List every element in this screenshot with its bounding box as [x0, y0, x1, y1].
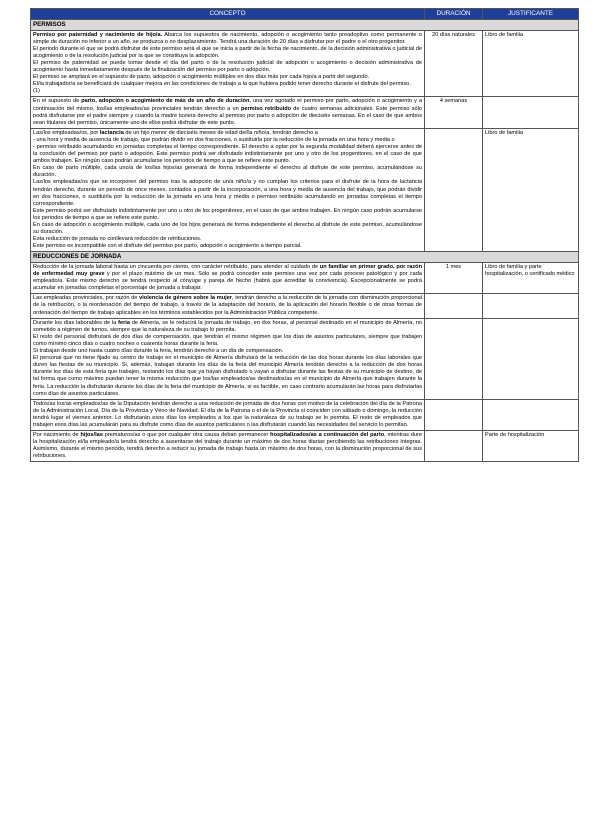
text-run: Reducción de la jornada laboral hasta un cincuenta por ciento, con carácter retribuido, para atender al cuidado de	[33, 264, 320, 270]
permits-table	[30, 8, 579, 462]
duracion-cell	[425, 431, 483, 462]
text-run: de Almería, se le reducirá la jornada de trabajo, en dos horas, al personal destinado en el municipio de Almería, no sometido a régimen de turnos, siempre que la naturaleza de su trabajo lo permita.	[33, 319, 423, 333]
text-run: En el supuesto de	[33, 98, 82, 105]
justificante-cell: Libro de familia	[483, 128, 579, 252]
text-run: El/la trabajador/a se beneficiará de cualquier mejora en las condiciones de trabajo a la que hubiera podido tener derecho durante el disfrute del permiso.	[33, 81, 411, 88]
text-run: El permiso se ampliará en el supuesto de parto, adopción o acogimiento múltiples en dos días más por cada hijo/a a partir del segundo.	[33, 74, 370, 81]
duracion-cell: 1 mes	[425, 263, 483, 294]
concepto-cell	[31, 263, 425, 294]
concepto-paragraph	[33, 243, 422, 250]
concepto-paragraph	[33, 355, 422, 398]
table-row	[31, 128, 579, 252]
header-concepto: CONCEPTO	[31, 9, 425, 20]
bold-text: lactancia	[99, 129, 124, 136]
header-row	[31, 9, 579, 20]
concepto-cell	[31, 128, 425, 252]
text-run: , una vez agotado el permiso por parto, adopción o acogimiento y a continuación del mismo, los/las empleados/as provinciales tendrán derecho a un	[33, 98, 422, 112]
concepto-paragraph	[33, 432, 422, 460]
bold-text: hijos/las	[80, 432, 103, 439]
duracion-cell	[425, 399, 483, 430]
text-run: Las/los empleadas/os, por	[33, 129, 100, 136]
bold-text: feria	[118, 319, 130, 326]
concepto-cell	[31, 399, 425, 430]
justificante-cell	[483, 294, 579, 318]
concepto-paragraph	[33, 208, 422, 222]
concepto-paragraph	[33, 98, 422, 126]
concepto-paragraph	[33, 348, 422, 355]
concepto-paragraph	[33, 144, 422, 165]
concepto-paragraph	[33, 334, 422, 348]
concepto-paragraph	[33, 264, 422, 292]
concepto-paragraph	[33, 179, 422, 207]
text-run: En caso de parto múltiple, cada uno/a de los/las hijos/as generará de forma independiente el derecho al disfrute de este permiso, acumulándose su duración.	[33, 165, 422, 179]
bold-text: un familiar en primer grado, por razón de enfermedad muy grave	[33, 264, 422, 278]
document-page	[30, 8, 578, 462]
justificante-cell	[483, 97, 579, 128]
concepto-paragraph	[33, 32, 422, 46]
concepto-cell	[31, 294, 425, 318]
concepto-paragraph	[33, 81, 422, 88]
bold-text: hospitalizados/as a continuación del parto	[270, 432, 385, 439]
concepto-cell	[31, 431, 425, 462]
concepto-paragraph	[33, 236, 422, 243]
text-run: Este permiso es incompatible con el disfrute del permiso por parto, adopción o acogimiento a tiempo parcial.	[33, 243, 302, 250]
text-run: prematuros/as o que por cualquier otra causa deban permanecer	[102, 432, 271, 439]
concepto-paragraph	[33, 60, 422, 74]
table-row	[31, 318, 579, 399]
text-run: El permiso de paternidad se puede tomar desde el día del parto o de la resolución judicial de adopción o acogimiento o decisión administrativa de acogimiento hasta inmediatamente después de la finalización del permiso por parto o adopción.	[33, 59, 422, 74]
table-row	[31, 263, 579, 294]
concepto-paragraph	[33, 74, 422, 81]
justificante-cell	[483, 399, 579, 430]
section-title: REDUCCIONES DE JORNADA	[31, 252, 579, 263]
text-run: Esta reducción de jornada no conllevará reducción de retribuciones.	[33, 236, 202, 243]
table-row	[31, 431, 579, 462]
text-run: y por el plazo máximo de un mes. Sólo se podrá conceder este permiso una vez por cada proceso patológico y por cada empleado/a. Este mismo derecho se tendrá respecto al cónyuge y pareja de hecho (habrá que acreditar la convivencia). Excepcionalmente se podrá acumular en jornadas completas el porcentaje de jornada a trabajar.	[33, 271, 422, 292]
text-run: , tendrán derecho a la reducción de la jornada con disminución proporcional de la retribución, o la reordenación del tiempo de trabajo, a través de la adaptación del horario, de la aplicación del horario flexible o de otras formas de ordenación del tiempo de trabajo aplicables en los términos establecidos por la Administración Pública competente.	[33, 295, 422, 316]
bold-text: parto, adopción o acogimiento de más de un año de duración	[81, 98, 250, 105]
concepto-cell	[31, 318, 425, 399]
bold-text: violencia de género sobre la mujer	[139, 295, 232, 302]
header-duracion: DURACIÓN	[425, 9, 483, 20]
concepto-paragraph	[33, 88, 422, 95]
text-run: Por nacimiento de	[33, 432, 81, 439]
text-run: Durante los días laborables de la	[33, 319, 119, 326]
section-row-reducciones	[31, 252, 579, 263]
concepto-paragraph	[33, 46, 422, 60]
section-title: PERMISOS	[31, 20, 579, 31]
table-row	[31, 399, 579, 430]
concepto-paragraph	[33, 165, 422, 179]
duracion-cell: 20 días naturales	[425, 30, 483, 97]
concepto-paragraph	[33, 137, 422, 144]
table-row	[31, 30, 579, 97]
text-run: Este permiso podrá ser disfrutado indistintamente por uno u otro de los progenitores, en el caso de que ambos trabajen. En ningún caso podrán acumularse los periodos de tiempo a que se refiere este punto.	[33, 207, 422, 221]
table-row	[31, 294, 579, 318]
text-run: - permiso retribuido acumulando en jornadas completas el tiempo correspondiente. El derecho a optar por la segunda modalidad deberá ejercerse antes de la conclusión del permiso por parto o adopción. Este permiso podrá ser disfrutado indistintamente por uno y otro de los progenitores, en el caso de que ambos trabajen. En ningún caso podrán acumularse los periodos de tiempo a que se refiere este punto.	[33, 144, 422, 165]
concepto-paragraph	[33, 130, 422, 137]
concepto-paragraph	[33, 320, 422, 334]
duracion-cell: 4 semanas	[425, 97, 483, 128]
concepto-cell	[31, 30, 425, 97]
concepto-paragraph	[33, 401, 422, 429]
text-run: Si trabajan desde uno hasta cuatro días durante la feria, tendrán derecho a un día de compensación.	[33, 348, 284, 355]
text-run: - una hora y media de ausencia de trabajo, que podrán dividir en dos fracciones, o sustituirla por la reducción de la jornada en una hora y media o	[33, 136, 395, 143]
justificante-cell	[483, 318, 579, 399]
duracion-cell	[425, 318, 483, 399]
bold-text: Permiso por paternidad y nacimiento de hijo/a.	[33, 31, 163, 38]
duracion-cell	[425, 294, 483, 318]
text-run: , mientras dure la hospitalización el/la empleado/a tendrá derecho a ausentarse del trabajo durante un máximo de dos horas diarias percibiendo las retribuciones íntegras. Asimismo, durante el mismo periodo, tendrá derecho a reducir su jornada de trabajo hasta un máximo de dos horas, con la disminución proporcional de sus retribuciones.	[33, 432, 422, 460]
section-row-permisos	[31, 20, 579, 31]
table-row	[31, 97, 579, 128]
text-run: (1)	[33, 88, 40, 95]
text-run: Abarca los supuestos de nacimiento, adopción o acogimiento tanto preadoptivo como permanente o simple de duración no inferior a un año, se produzca o no desplazamiento. Tendrá una duración de 20 días a disfrutar por el padre o el otro progenitor.	[33, 31, 422, 45]
text-run: El resto del personal disfrutará de dos días de compensación, que tendrán el mismo régimen que los días de asuntos particulares, siempre que trabajen como mínimo cinco días o cuatro noches o cuarenta horas durante la feria.	[33, 333, 422, 347]
justificante-cell: Parte de hospitalización	[483, 431, 579, 462]
text-run: El periodo durante el que se podrá disfrutar de este permiso será el que se inicia a partir de la fecha de nacimiento, de la decisión administrativa o judicial de acogimiento o de la resolución judicial por la que se constituya la adopción.	[33, 45, 422, 59]
text-run: Las empleadas provinciales, por razón de	[33, 295, 140, 302]
justificante-cell: Libro de familia	[483, 30, 579, 97]
header-justificante: JUSTIFICANTE	[483, 9, 579, 20]
text-run: En caso de adopción o acogimiento múltiple, cada uno de los hijos generará de forma independiente el derecho al disfrute de este permiso, acumulándose su duración.	[33, 222, 422, 236]
text-run: de un hijo menor de dieciséis meses de edad del/la niño/a, tendrán derecho a	[123, 129, 318, 136]
text-run: Las/los empleadas/os que se incorporen del permiso tras la adopción de un/a niño/a y no cumplan los criterios para el disfrute de la hora de lactancia tendrán derecho, durante un periodo de once meses, contados a partir de la incorporación, a una hora y media de ausencia del trabajo, que podrán dividir en dos fracciones, o sustituirla por la reducción de la jornada en una hora y media o permiso retribuido acumulando en jornadas completas el tiempo correspondiente.	[33, 179, 422, 207]
text-run: El personal que no tiene fijado su centro de trabajo en el municipio de Almería disfrutará de la reducción de las dos horas durante los días laborales que duren las fiestas de su municipio. Si, además, trabajan durante los días de la feria del municipio Almería tendrán derecho a la reducción de dos horas durante los días de esta feria que trabajen, restando los días que ya hayan disfrutado o vayan a disfrutar durante las fiestas de su municipio de destino, de tal forma que como máximo puedan tener la misma reducción que los/las empleados/as destinados/as en el municipio de Almería que trabajen durante la feria. La reducción la disfrutarán durante los días de la feria del municipio de Almería, si es factible, en caso contrario acumularán las horas para disfrutarlas como días de asuntos particulares.	[33, 355, 422, 397]
concepto-paragraph	[33, 295, 422, 316]
text-run: de cuatro semanas adicionales. Este permiso sólo podrá disfrutarse por el padre siempre y cuando la madre tuviera derecho al permiso por parto o adopción de dieciséis semanas. En el caso de que ambos sean titulares del permiso, únicamente uno de ellos podrá disfrutar de este punto.	[33, 105, 422, 126]
duracion-cell	[425, 128, 483, 252]
concepto-cell	[31, 97, 425, 128]
text-run: Todos/as los/as empleados/as de la Diputación tendrán derecho a una reducción de jornada de dos horas con motivo de la celebración del día de la Patrona de la Administración Local, Día de la Provincia y Véno de Navidad. El día de la Patrona o el de la Provincia si coinciden con sábado o domingo, la reducción tendrá lugar el viernes anterior. Lo disfrutarán esos días los empleados a los que la naturaleza de su trabajo se lo permita. El resto de empleados que trabajen esos días las acumularán para su disfrute como días de asuntos particulares o las disfrutarán cuando las necesidades del servicio lo permitan.	[33, 400, 422, 428]
bold-text: permiso retribuido	[240, 105, 292, 112]
concepto-paragraph	[33, 222, 422, 236]
justificante-cell: Libro de familia y parte hospitalización, o certificado médico	[483, 263, 579, 294]
